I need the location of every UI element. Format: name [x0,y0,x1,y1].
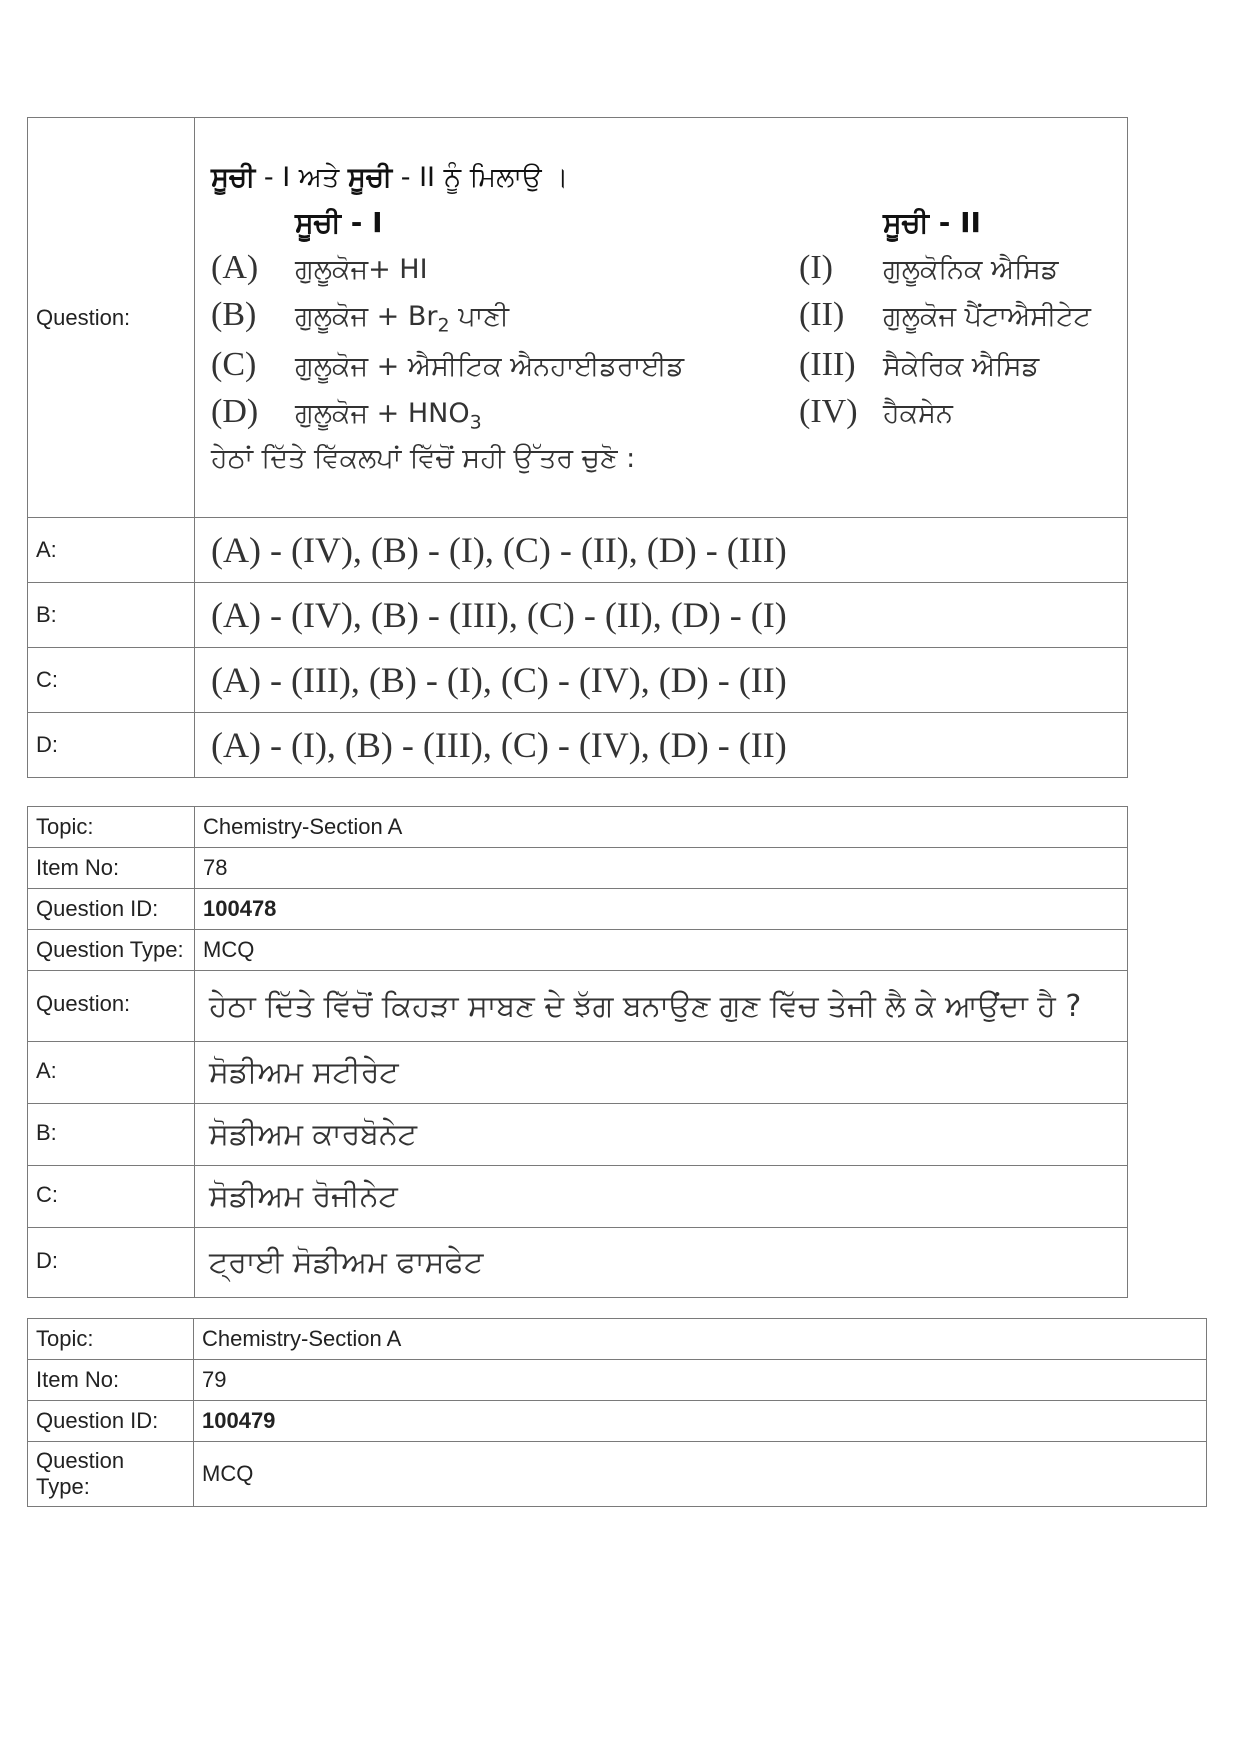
question-type-value: MCQ [194,1442,1207,1507]
option-text: (A) - (I), (B) - (III), (C) - (IV), (D) - (II) [195,713,1128,778]
item-no-value: 78 [195,848,1128,889]
option-text: (A) - (IV), (B) - (I), (C) - (II), (D) - (III) [195,518,1128,583]
meta-row [28,889,1128,930]
option-row [28,1228,1128,1298]
option-text: (A) - (IV), (B) - (III), (C) - (II), (D) - (I) [195,583,1128,648]
question-content [195,118,1128,518]
option-text: ਸੋਡੀਅਮ ਰੋਜੀਨੇਟ [195,1166,1128,1228]
list-2-tag: (I) [799,249,833,287]
item-no-label: Item No: [28,1360,194,1401]
option-label: C: [28,648,195,713]
list-1-tag: (A) [211,249,259,287]
topic-value: Chemistry-Section A [194,1319,1207,1360]
option-label: A: [28,518,195,583]
option-label: A: [28,1042,195,1104]
list-2-tag: (III) [799,345,856,383]
question-id-label: Question ID: [28,889,195,930]
match-lists [211,206,1127,433]
meta-row [28,848,1128,889]
meta-row [28,1360,1207,1401]
meta-row [28,1319,1207,1360]
topic-value: Chemistry-Section A [195,807,1128,848]
option-row [28,713,1128,778]
question-title [211,162,1127,194]
item-no-value: 79 [194,1360,1207,1401]
list-1-item: ਗੁਲੂਕੋਜ + $Br_2$ ਪਾਣੀ [295,301,510,337]
meta-row [28,1442,1207,1507]
question-id-value: 100478 [195,889,1128,930]
list-1-item: ਗੁਲੂਕੋਜ + $HNO_3$ [295,397,482,433]
title-part: - I ਅਤੇ [255,162,348,194]
question-type-label: Question Type: [28,930,195,971]
question-type-value: MCQ [195,930,1128,971]
list-1-tag: (B) [211,296,257,334]
question-id-label: Question ID: [28,1401,194,1442]
question-label: Question: [28,118,195,518]
option-row [28,518,1128,583]
title-part: ਸੂਚੀ [347,162,393,194]
question-row [28,118,1128,518]
option-label: C: [28,1166,195,1228]
option-text: ਸੋਡੀਅਮ ਸਟੀਰੇਟ [195,1042,1128,1104]
question-row [28,971,1128,1042]
list-1-item: ਗੁਲੂਕੋਜ+ HI [295,254,428,286]
question-type-label: Question Type: [28,1442,194,1507]
list-2-tag: (IV) [799,392,858,430]
question-label: Question: [28,971,195,1042]
option-label: D: [28,1228,195,1298]
option-text: ਸੋਡੀਅਮ ਕਾਰਬੋਨੇਟ [195,1104,1128,1166]
option-text: (A) - (III), (B) - (I), (C) - (IV), (D) - (II) [195,648,1128,713]
option-row [28,1166,1128,1228]
option-label: B: [28,1104,195,1166]
list-2-tag: (II) [799,296,845,334]
list-2-item: ਗੁਲੂਕੋਨਿਕ ਐਸਿਡ [883,254,1059,286]
question-78-table [27,806,1128,1298]
list-1-tag: (D) [211,392,259,430]
option-row [28,1104,1128,1166]
question-79-table [27,1318,1207,1507]
meta-row [28,807,1128,848]
option-text: ਟ੍ਰਾਈ ਸੋਡੀਅਮ ਫਾਸਫੇਟ [195,1228,1128,1298]
title-part: ਸੂਚੀ [211,162,256,194]
meta-row [28,1401,1207,1442]
option-label: B: [28,583,195,648]
list-2-item: ਗੁਲੂਕੋਜ ਪੈਂਟਾਐਸੀਟੇਟ [883,301,1091,333]
question-instruction: ਹੇਠਾਂ ਦਿੱਤੇ ਵਿੱਕਲਪਾਂ ਵਿੱਚੋਂ ਸਹੀ ਉੱਤਰ ਚੁਣੋ : [211,442,636,474]
option-row [28,583,1128,648]
question-77-table [27,117,1128,778]
topic-label: Topic: [28,1319,194,1360]
title-part: - II ਨੂੰ ਮਿਲਾਉ । [392,162,569,194]
option-row [28,1042,1128,1104]
list-2-header: ਸੂਚੀ - II [883,206,981,240]
meta-row [28,930,1128,971]
list-1-item: ਗੁਲੂਕੋਜ + ਐਸੀਟਿਕ ਐਨਹਾਈਡਰਾਈਡ [295,350,685,382]
question-id-value: 100479 [194,1401,1207,1442]
question-text: ਹੇਠਾ ਦਿੱਤੇ ਵਿੱਚੋਂ ਕਿਹੜਾ ਸਾਬਣ ਦੇ ਝੱਗ ਬਨਾਉਣ ਗੁਣ ਵਿੱਚ ਤੇਜੀ ਲੈ ਕੇ ਆਉਂਦਾ ਹੈ ? [195,971,1128,1042]
list-2-item: ਹੈਕਸੇਨ [883,397,953,429]
list-1-tag: (C) [211,345,257,383]
option-label: D: [28,713,195,778]
list-2-item: ਸੈਕੇਰਿਕ ਐਸਿਡ [883,350,1040,382]
option-row [28,648,1128,713]
list-1-header: ਸੂਚੀ - I [295,206,383,240]
topic-label: Topic: [28,807,195,848]
item-no-label: Item No: [28,848,195,889]
